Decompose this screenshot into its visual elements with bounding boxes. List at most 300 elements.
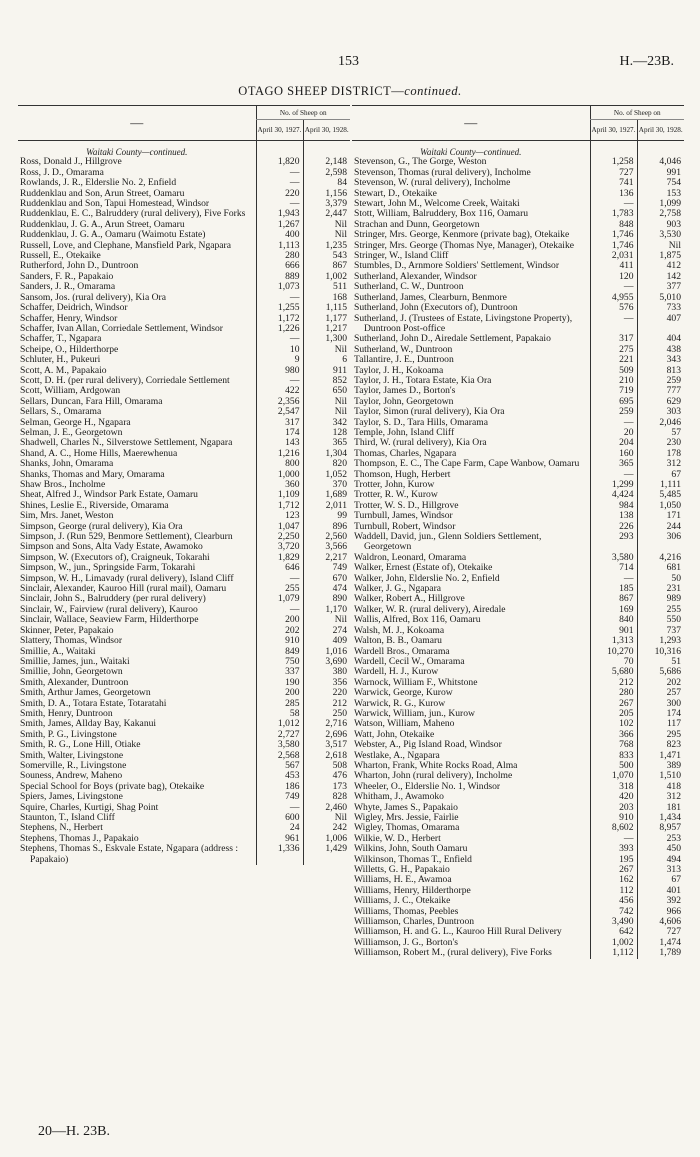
sheep-count-1927: 210 [590, 376, 637, 386]
owner-name: Slattery, Thomas, Windsor [20, 635, 123, 647]
sheep-count-1927: 5,680 [590, 667, 637, 677]
owner-name: Simpson, J. (Run 529, Benmore Settlement), Clearburn [20, 531, 233, 543]
owner-name: Ross, Donald J., Hillgrove [20, 156, 122, 168]
owner-name: Sutherland, John D., Airedale Settlement, Papakaio [354, 333, 551, 345]
owner-name: Smith, P. G., Livingstone [20, 728, 117, 740]
owner-name: Smith, Arthur James, Georgetown [20, 687, 151, 699]
sheep-count-1928: 8,957 [637, 823, 684, 833]
owner-name: Schaffer, Deidrich, Windsor [20, 302, 128, 314]
sheep-count-1928: 84 [303, 178, 350, 188]
owner-name: Sim, Mrs. Janet, Weston [20, 510, 114, 522]
sheep-count-1928: 508 [303, 761, 350, 771]
owner-name: Walker, W. R. (rural delivery), Airedale [354, 603, 506, 615]
sheep-count-1927: — [590, 574, 637, 584]
sheep-count-1927: 453 [256, 771, 303, 781]
owner-name: Temple, John, Island Cliff [354, 426, 455, 438]
owner-name: Thomson, Hugh, Herbert [354, 468, 451, 480]
sheep-count-1927: 20 [590, 428, 637, 438]
sheep-count-1927: 3,580 [256, 740, 303, 750]
owner-name: Simpson, W. H., Limavady (rural delivery), Island Cliff [20, 572, 234, 584]
sheep-count-1928: 733 [637, 303, 684, 313]
sheep-count-1927: 576 [590, 303, 637, 313]
sheep-count-1927: 889 [256, 272, 303, 282]
sheep-count-1927: — [590, 199, 637, 209]
owner-name: Smith, James, Allday Bay, Kakanui [20, 718, 157, 730]
sheep-count-1927: 9 [256, 355, 303, 365]
sheep-count-1928: 1,689 [303, 490, 350, 500]
sheep-count-1928: 1,235 [303, 241, 350, 251]
sheep-count-1927: 849 [256, 647, 303, 657]
sheep-count-1927: 422 [256, 386, 303, 396]
owner-name: Smillie, John, Georgetown [20, 666, 123, 678]
right-column [352, 105, 684, 959]
sheep-count-1928: 1,177 [303, 314, 350, 324]
sheep-count-1927: 1,112 [590, 948, 637, 958]
owner-name: Strachan and Dunn, Georgetown [354, 218, 480, 230]
sheep-count-1927: 203 [590, 803, 637, 813]
sheep-count-1927: 24 [256, 823, 303, 833]
owner-name: Westlake, A., Ngapara [354, 749, 440, 761]
owner-name: Simpson, W., jun., Springside Farm, Tokarahi [20, 562, 196, 574]
sheep-count-1927: — [590, 282, 637, 292]
sheep-table-left [18, 105, 350, 865]
sheep-count-1928: 1,115 [303, 303, 350, 313]
sheep-count-1927: 961 [256, 834, 303, 844]
sheep-count-1927: 1,172 [256, 314, 303, 324]
sheep-count-1927: 2,727 [256, 730, 303, 740]
owner-name: Sinclair, W., Fairview (rural delivery), Kauroo [20, 603, 198, 615]
sheep-count-1928: 2,696 [303, 730, 350, 740]
sheep-count-1928: 3,517 [303, 740, 350, 750]
sheep-count-1928: 1,099 [637, 199, 684, 209]
sheep-count-1928: 255 [637, 605, 684, 615]
owner-name: Ross, J. D., Omarama [20, 166, 104, 178]
owner-name: Sutherland, Alexander, Windsor [354, 270, 477, 282]
title-main: OTAGO SHEEP DISTRICT— [238, 84, 405, 98]
right-table-body [352, 141, 684, 959]
owner-name: Turnbull, Robert, Windsor [354, 520, 456, 532]
owner-name: Wallis, Alfred, Box 116, Oamaru [354, 614, 481, 626]
sheep-count-1927: 1,746 [590, 230, 637, 240]
owner-name: Williams, Henry, Hilderthorpe [354, 884, 471, 896]
owner-name: Wardell, Cecil W., Omarama [354, 655, 465, 667]
sheep-count-1928: 1,050 [637, 501, 684, 511]
sheep-count-1928: Nil [303, 397, 350, 407]
left-column [18, 105, 350, 865]
sheep-count-1928: 852 [303, 376, 350, 386]
sheep-count-1927: 3,490 [590, 917, 637, 927]
sheep-count-1927: 750 [256, 657, 303, 667]
page-footer: 20—H. 23B. [38, 1124, 110, 1139]
owner-name: Smith, Henry, Duntroon [20, 707, 113, 719]
table-row [352, 948, 684, 958]
sheep-count-1927: 2,568 [256, 751, 303, 761]
sheep-count-1927: 1,313 [590, 636, 637, 646]
sheep-count-1928: 474 [303, 584, 350, 594]
sheep-count-1928: 5,485 [637, 490, 684, 500]
owner-name: Walker, Robert A., Hillgrove [354, 593, 465, 605]
sheep-count-1927: 185 [590, 584, 637, 594]
owner-name: Staunton, T., Island Cliff [20, 812, 115, 823]
sheep-count-1927: — [256, 178, 303, 188]
sheep-count-1928: 989 [637, 594, 684, 604]
sheep-count-1928: 99 [303, 511, 350, 521]
owner-name: Thomas, Charles, Ngapara [354, 447, 457, 459]
owner-name: Williamson, Robert M., (rural delivery), Five Forks [354, 947, 552, 959]
sheep-count-1927: 226 [590, 522, 637, 532]
owner-name: Wigley, Mrs. Jessie, Fairlie [354, 812, 459, 823]
sheep-count-1927: 1,255 [256, 303, 303, 313]
owner-name: Selman, J. E., Georgetown [20, 426, 123, 438]
page-number: 153 [338, 54, 359, 69]
sheep-count-1928: 1,052 [303, 470, 350, 480]
sheep-count-1928: 2,716 [303, 719, 350, 729]
sheep-count-1927: 2,031 [590, 251, 637, 261]
sheep-count-1928: 2,046 [637, 418, 684, 428]
sheep-count-1928: 4,046 [637, 157, 684, 167]
owner-name: Somerville, R., Livingstone [20, 759, 127, 771]
sheep-count-1928: 3,566 [303, 542, 350, 552]
table-row [352, 740, 684, 750]
owner-name: Warwick, George, Kurow [354, 687, 453, 699]
sheep-count-1928: 681 [637, 563, 684, 573]
sheep-count-1927: 646 [256, 563, 303, 573]
sheep-count-1927: 1,109 [256, 490, 303, 500]
sheep-count-1927: 742 [590, 907, 637, 917]
sheep-count-1927: 138 [590, 511, 637, 521]
sheep-count-1928: 342 [303, 418, 350, 428]
owner-name: Sellars, S., Omarama [20, 406, 102, 418]
sheep-count-1928: 823 [637, 740, 684, 750]
sheep-count-1928: 867 [303, 261, 350, 271]
sheep-count-1928: 5,686 [637, 667, 684, 677]
owner-name: Willetts, G. H., Papakaio [354, 864, 450, 876]
sheep-count-1928: 67 [637, 875, 684, 885]
owner-name: Smith, D. A., Totara Estate, Totaratahi [20, 697, 167, 709]
year-1927-header: April 30, 1927. [590, 120, 637, 141]
sheep-count-1928: 295 [637, 730, 684, 740]
sheep-count-1928: 51 [637, 657, 684, 667]
sheep-count-1927: 267 [590, 699, 637, 709]
sheep-count-1928: 250 [303, 709, 350, 719]
sheep-count-1927: 58 [256, 709, 303, 719]
year-1928-header: April 30, 1928. [303, 120, 350, 141]
sheep-count-1927: 901 [590, 626, 637, 636]
sheep-count-1928: 2,447 [303, 209, 350, 219]
sheep-count-1928: 181 [637, 803, 684, 813]
owner-name: Taylor, J. H., Totara Estate, Kia Ora [354, 374, 492, 386]
owner-name: Taylor, Simon (rural delivery), Kia Ora [354, 406, 505, 418]
owner-name: Shanks, John, Omarama [20, 458, 114, 470]
sheep-count-1927: 833 [590, 751, 637, 761]
sheep-count-1928: 409 [303, 636, 350, 646]
owner-name: Scott, A. M., Papakaio [20, 364, 107, 376]
table-row [18, 303, 350, 313]
owner-name: Walton, B. B., Oamaru [354, 635, 442, 647]
sheep-count-1928: 476 [303, 771, 350, 781]
sheep-count-1927: — [590, 470, 637, 480]
sheep-count-1928: 142 [637, 272, 684, 282]
owner-name: Shines, Leslie E., Riverside, Omarama [20, 499, 169, 511]
owner-name: Watt, John, Otekaike [354, 728, 435, 740]
sheep-count-1927: 205 [590, 709, 637, 719]
sheep-count-1928: 212 [303, 699, 350, 709]
owner-name: Wilkins, John, South Oamaru [354, 843, 468, 855]
owner-name: Stott, William, Balruddery, Box 116, Oamaru [354, 208, 529, 220]
owner-name: Simpson, W. (Executors of), Craigneuk, Tokarahi [20, 551, 210, 563]
sheep-count-1928: 727 [637, 927, 684, 937]
sheep-count-1927: 1,012 [256, 719, 303, 729]
table-row [352, 314, 684, 335]
owner-name: Schaffer, Ivan Allan, Corriedale Settlement, Windsor [20, 322, 223, 334]
owner-name: Spiers, James, Livingstone [20, 791, 123, 803]
sheep-count-1928: 1,170 [303, 605, 350, 615]
owner-name: Ruddenklau and Son, Arun Street, Oamaru [20, 187, 185, 199]
year-1927-header: April 30, 1927. [256, 120, 303, 141]
owner-name: Ruddenklau, E. C., Balruddery (rural delivery), Five Forks [20, 208, 246, 220]
sheep-count-1928: 991 [637, 168, 684, 178]
owner-name: Wardell, H. J., Kurow [354, 666, 439, 678]
sheep-count-1928: 244 [637, 522, 684, 532]
sheep-count-1928: 2,598 [303, 168, 350, 178]
sheep-count-1927: 642 [590, 927, 637, 937]
sheep-count-1927: 1,258 [590, 157, 637, 167]
sheep-count-1928: 407 [637, 314, 684, 335]
sheep-count-1927: 600 [256, 813, 303, 823]
sheep-count-1928: 401 [637, 886, 684, 896]
owner-name: Sutherland, C. W., Duntroon [354, 281, 464, 293]
sheep-count-1928: 4,606 [637, 917, 684, 927]
sheep-count-1928: 450 [637, 844, 684, 854]
sheep-count-1927: 285 [256, 699, 303, 709]
table-row [352, 355, 684, 365]
sheep-count-1927: 259 [590, 407, 637, 417]
sheep-count-1927: 1,820 [256, 157, 303, 167]
owner-name: Sheat, Alfred J., Windsor Park Estate, Oamaru [20, 489, 198, 501]
owner-name: Scott, D. H. (per rural delivery), Corriedale Settlement [20, 374, 230, 386]
owner-name: Stringer, Mrs. George, Kenmore (private bag), Otekaike [354, 229, 570, 241]
sheep-count-1928: 511 [303, 282, 350, 292]
sheep-count-1927: 1,746 [590, 241, 637, 251]
owner-name: Warwick, William, jun., Kurow [354, 707, 475, 719]
sheep-count-1928: 174 [637, 709, 684, 719]
owner-name: Wilkinson, Thomas T., Enfield [354, 853, 472, 865]
sheep-count-1927: 200 [256, 615, 303, 625]
sheep-count-1928: 749 [303, 563, 350, 573]
owner-name: Sutherland, W., Duntroon [354, 343, 453, 355]
sheep-count-1928: 6 [303, 355, 350, 365]
owner-name: Warnock, William F., Whitstone [354, 676, 478, 688]
sheep-count-1927: 102 [590, 719, 637, 729]
sheep-count-1927: 567 [256, 761, 303, 771]
county-subheading: Waitaki County—continued. [86, 147, 188, 157]
owner-name: Ruddenklau, J. G. A., Arun Street, Oamaru [20, 218, 185, 230]
sheep-count-1927: 220 [256, 189, 303, 199]
owner-name: Sinclair, Wallace, Seaview Farm, Hilderthorpe [20, 614, 199, 626]
owner-name: Ruddenklau, J. G. A., Oamaru (Waimotu Estate) [20, 229, 206, 241]
sheep-count-1928: 313 [637, 865, 684, 875]
sheep-count-1927: 200 [256, 688, 303, 698]
sheep-count-1928: 5,010 [637, 293, 684, 303]
sheep-count-1927: 1,299 [590, 480, 637, 490]
sheep-count-1928: 1,474 [637, 938, 684, 948]
sheep-count-1928: 389 [637, 761, 684, 771]
sheep-count-1928: 231 [637, 584, 684, 594]
sheep-count-1927: 10,270 [590, 647, 637, 657]
sheep-count-1927: 204 [590, 438, 637, 448]
sheep-count-1928: 230 [637, 438, 684, 448]
title-suffix: continued. [404, 84, 462, 98]
sheep-count-1927: 255 [256, 584, 303, 594]
sheep-count-1928: 10,316 [637, 647, 684, 657]
owner-name: Stevenson, G., The Gorge, Weston [354, 156, 487, 168]
sheep-count-1927: 1,216 [256, 449, 303, 459]
owner-name: Smillie, James, jun., Waitaki [20, 655, 130, 667]
left-table-body [18, 141, 350, 866]
sheep-count-1927: 10 [256, 345, 303, 355]
owner-name: Sinclair, John S., Balruddery (per rural delivery) [20, 593, 206, 605]
sheep-count-1927: 1,829 [256, 553, 303, 563]
sheep-count-1928: 412 [637, 261, 684, 271]
sheep-count-1928: Nil [303, 813, 350, 823]
sheep-count-group-header: No. of Sheep on [590, 106, 684, 120]
owner-name: Rutherford, John D., Duntroon [20, 260, 139, 272]
sheep-count-1928: 173 [303, 782, 350, 792]
sheep-count-1928: 890 [303, 594, 350, 604]
owner-name: Rowlands, J. R., Elderslie No. 2, Enfield [20, 177, 177, 189]
owner-name: Stewart, John M., Welcome Creek, Waitaki [354, 198, 520, 210]
sheep-count-1928: 1,789 [637, 948, 684, 958]
sheep-count-1928: 377 [637, 282, 684, 292]
sheep-count-1928: 3,379 [303, 199, 350, 209]
sheep-count-1927: 1,113 [256, 241, 303, 251]
owner-name: Stephens, Thomas S., Eskvale Estate, Ngapara (address : Papakaio) [20, 843, 239, 865]
owner-name: Waldron, Leonard, Omarama [354, 551, 467, 563]
sheep-count-1928: Nil [637, 241, 684, 251]
owner-name: Smith, R. G., Lone Hill, Otiake [20, 739, 141, 751]
sheep-count-1927: 741 [590, 178, 637, 188]
sheep-count-1928: 274 [303, 626, 350, 636]
sheep-count-1927: 800 [256, 459, 303, 469]
sheep-count-1928: 650 [303, 386, 350, 396]
sheep-count-1928: 153 [637, 189, 684, 199]
owner-name: Scheipe, O., Hilderthorpe [20, 343, 119, 355]
owner-name: Special School for Boys (private bag), Otekaike [20, 780, 205, 792]
sheep-count-1928: 257 [637, 688, 684, 698]
owner-name: Selman, George H., Ngapara [20, 416, 131, 428]
sheep-count-1927: — [256, 334, 303, 344]
sheep-count-1927: 317 [256, 418, 303, 428]
sheep-count-1928: 365 [303, 438, 350, 448]
sheep-count-1928: 1,016 [303, 647, 350, 657]
sheep-count-1927: 2,250 [256, 532, 303, 542]
sheep-count-1927: 1,002 [590, 938, 637, 948]
owner-name: Walker, J. G., Ngapara [354, 583, 442, 595]
sheep-count-1928: 418 [637, 782, 684, 792]
owner-name: Sanders, F. R., Papakaio [20, 270, 114, 282]
owner-name: Sanders, J. R., Omarama [20, 281, 116, 293]
sheep-count-1928: 1,293 [637, 636, 684, 646]
sheep-count-1927: 1,000 [256, 470, 303, 480]
sheep-count-1927: 366 [590, 730, 637, 740]
sheep-count-1927: 749 [256, 792, 303, 802]
sheep-count-1928: 629 [637, 397, 684, 407]
sheep-count-1928: 259 [637, 376, 684, 386]
sheep-count-1928: 828 [303, 792, 350, 802]
sheep-count-1928: 2,460 [303, 803, 350, 813]
sheep-count-1928: 754 [637, 178, 684, 188]
sheep-count-1927: 500 [590, 761, 637, 771]
owner-name: Taylor, J. H., Kokoama [354, 364, 444, 376]
document-reference: H.—23B. [619, 54, 674, 69]
sheep-count-1927: — [256, 293, 303, 303]
sheep-count-1927: 848 [590, 220, 637, 230]
sheep-count-1927: 275 [590, 345, 637, 355]
table-row [18, 740, 350, 750]
sheep-count-1928: 813 [637, 366, 684, 376]
sheep-count-1927: 840 [590, 615, 637, 625]
sheep-count-1928: 171 [637, 511, 684, 521]
owner-name: Webster, A., Pig Island Road, Windsor [354, 739, 502, 751]
sheep-count-1927: 666 [256, 261, 303, 271]
table-row [18, 688, 350, 698]
owner-name: Schluter, H., Pukeuri [20, 354, 101, 366]
sheep-count-1927: 8,602 [590, 823, 637, 833]
sheep-count-1927: 4,424 [590, 490, 637, 500]
owner-name: Smith, Alexander, Duntroon [20, 676, 129, 688]
sheep-count-1927: 162 [590, 875, 637, 885]
owner-name: Simpson, George (rural delivery), Kia Ora [20, 520, 183, 532]
sheep-count-1927: 3,580 [590, 553, 637, 563]
owner-name: Shand, A. C., Home Hills, Maerewhenua [20, 447, 178, 459]
sheep-count-1928: Nil [303, 230, 350, 240]
sheep-count-1927: 360 [256, 480, 303, 490]
sheep-count-1928: 312 [637, 792, 684, 802]
sheep-count-1928: 966 [637, 907, 684, 917]
sheep-count-1928: 2,148 [303, 157, 350, 167]
sheep-count-1927: — [256, 605, 303, 615]
sheep-count-1927: 1,073 [256, 282, 303, 292]
owner-name: Sutherland, J. (Trustees of Estate, Livingstone Property), Duntroon Post-office [354, 312, 573, 334]
sheep-count-1927: 411 [590, 261, 637, 271]
owner-name: Taylor, James D., Borton's [354, 385, 456, 397]
sheep-count-1927: 719 [590, 386, 637, 396]
sheep-count-1928: 1,156 [303, 189, 350, 199]
sheep-count-1928: 4,216 [637, 553, 684, 563]
sheep-count-1928: 356 [303, 678, 350, 688]
sheep-count-1928: Nil [303, 220, 350, 230]
owner-name: Shaw Bros., Incholme [20, 479, 106, 490]
sheep-count-1927: 768 [590, 740, 637, 750]
sheep-count-1928: 343 [637, 355, 684, 365]
sheep-count-1928: 3,530 [637, 230, 684, 240]
owner-name: Williams, H. E., Awamoa [354, 874, 452, 886]
table-row [352, 407, 684, 417]
owner-column-header: — [352, 106, 590, 141]
sheep-count-1928: 903 [637, 220, 684, 230]
sheep-count-1927: 221 [590, 355, 637, 365]
owner-name: Walker, John, Elderslie No. 2, Enfield [354, 572, 500, 584]
sheep-count-1927: 867 [590, 594, 637, 604]
sheep-count-1927: 2,547 [256, 407, 303, 417]
sheep-count-1927: 267 [590, 865, 637, 875]
sheep-count-1928: 2,618 [303, 751, 350, 761]
sheep-count-1927: 456 [590, 896, 637, 906]
owner-name: Whyte, James S., Papakaio [354, 801, 458, 813]
sheep-count-1928: 312 [637, 459, 684, 469]
sheep-count-1927: 337 [256, 667, 303, 677]
table-row [352, 532, 684, 553]
